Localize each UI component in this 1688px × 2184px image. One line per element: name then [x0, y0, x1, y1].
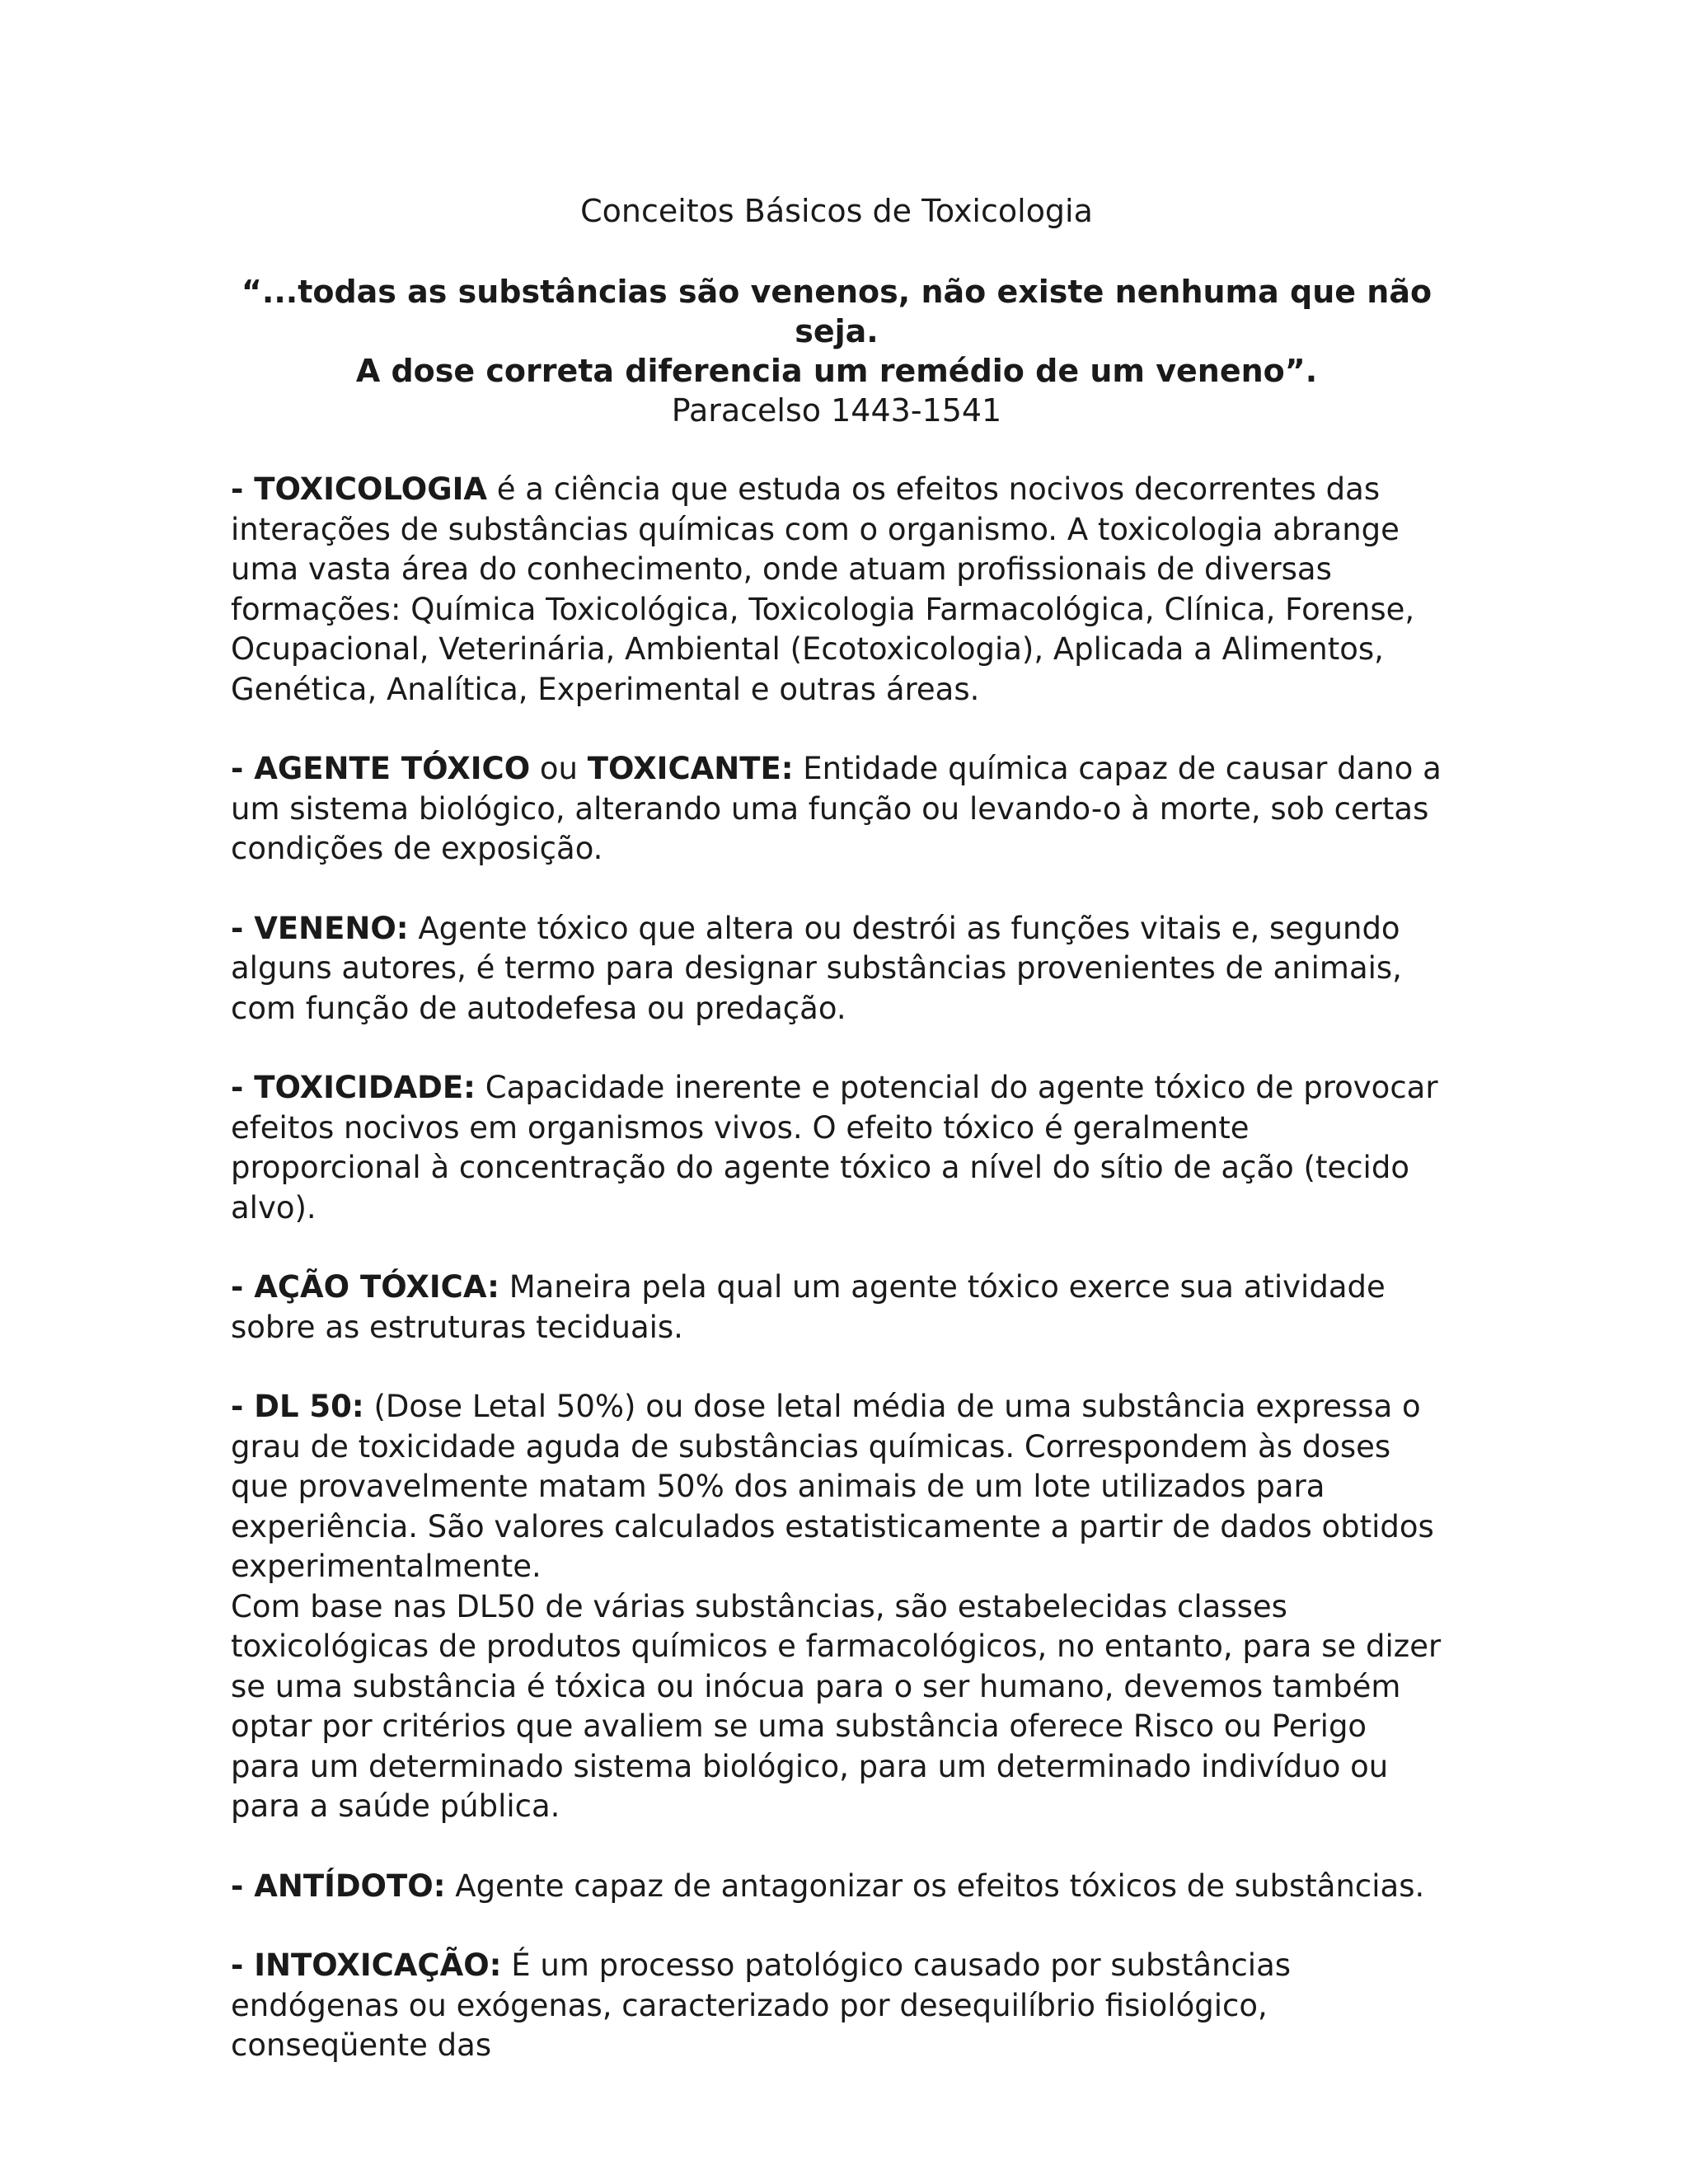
definition-antidoto [231, 1867, 1442, 1907]
term-acao-toxica: - AÇÃO TÓXICA: [231, 1269, 499, 1305]
term-dl50: - DL 50: [231, 1389, 364, 1424]
definition-acao-toxica [231, 1268, 1442, 1347]
document-title: Conceitos Básicos de Toxicologia [580, 193, 1093, 229]
definition-dl50 [231, 1387, 1442, 1587]
definition-text: Capacidade inerente e potencial do agente tóxico de provocar efeitos nocivos em organismos vivos. O efeito tóxico é geralmente proporcional à concentração do agente tóxico a nível do sítio de ação (tecido alvo). [231, 1070, 1438, 1226]
term-toxicologia: - TOXICOLOGIA [231, 471, 487, 507]
definition-intoxicacao [231, 1946, 1442, 2066]
definition-toxicologia [231, 470, 1442, 710]
quote-line-1: “...todas as substâncias são venenos, não existe nenhuma que não seja. [241, 274, 1432, 349]
term-toxicidade: - TOXICIDADE: [231, 1070, 476, 1105]
definition-toxicidade [231, 1068, 1442, 1228]
quote-author: Paracelso 1443-1541 [671, 392, 1002, 429]
term-antidoto: - ANTÍDOTO: [231, 1868, 446, 1904]
definition-text: Agente tóxico que altera ou destrói as funções vitais e, segundo alguns autores, é termo para designar substâncias provenientes de animais, com função de autodefesa ou predação. [231, 910, 1402, 1026]
term-connector: ou [530, 751, 588, 786]
term-intoxicacao: - INTOXICAÇÃO: [231, 1947, 502, 1983]
term-toxicante: TOXICANTE: [587, 751, 794, 786]
term-veneno: - VENENO: [231, 910, 409, 946]
term-agente-toxico: - AGENTE TÓXICO [231, 751, 531, 786]
definition-text: Maneira pela qual um agente tóxico exerce sua atividade sobre as estruturas teciduais. [231, 1269, 1386, 1345]
definition-text: Entidade química capaz de causar dano a um sistema biológico, alterando uma função ou levando-o à morte, sob certas condições de exposição. [231, 751, 1442, 866]
definition-dl50-continued: Com base nas DL50 de várias substâncias, são estabelecidas classes toxicológicas de produtos químicos e farmacológicos, no entanto, para se dizer se uma substância é tóxica ou inócua para o ser humano, devemos também optar por critérios que avaliem se uma substância oferece Risco ou Perigo para um determinado sistema biológico, para um determinado indivíduo ou para a saúde pública. [231, 1588, 1442, 1824]
document-body [231, 191, 1442, 2106]
definition-text: Agente capaz de antagonizar os efeitos tóxicos de substâncias. [445, 1868, 1425, 1904]
definition-text: (Dose Letal 50%) ou dose letal média de uma substância expressa o grau de toxicidade aguda de substâncias químicas. Correspondem às doses que provavelmente matam 50% dos animais de um lote utilizados para experiência. São valores calculados estatisticamente a partir de dados obtidos experimentalmente. [231, 1389, 1434, 1584]
definition-text: é a ciência que estuda os efeitos nocivos decorrentes das interações de substâncias químicas com o organismo. A toxicologia abrange uma vasta área do conhecimento, onde atuam profissionais de diversas formações: Química Toxicológica, Toxicologia Farmacológica, Clínica, Forense, Ocupacional, Veterinária, Ambiental (Ecotoxicologia), Aplicada a Alimentos, Genética, Analítica, Experimental e outras áreas. [231, 471, 1415, 707]
quote-line-2: A dose correta diferencia um remédio de um veneno”. [355, 353, 1318, 389]
definition-veneno [231, 909, 1442, 1029]
definition-agente-toxico [231, 749, 1442, 869]
definition-text: É um processo patológico causado por substâncias endógenas ou exógenas, caracterizado por desequilíbrio fisiológico, conseqüente das [231, 1947, 1292, 2063]
